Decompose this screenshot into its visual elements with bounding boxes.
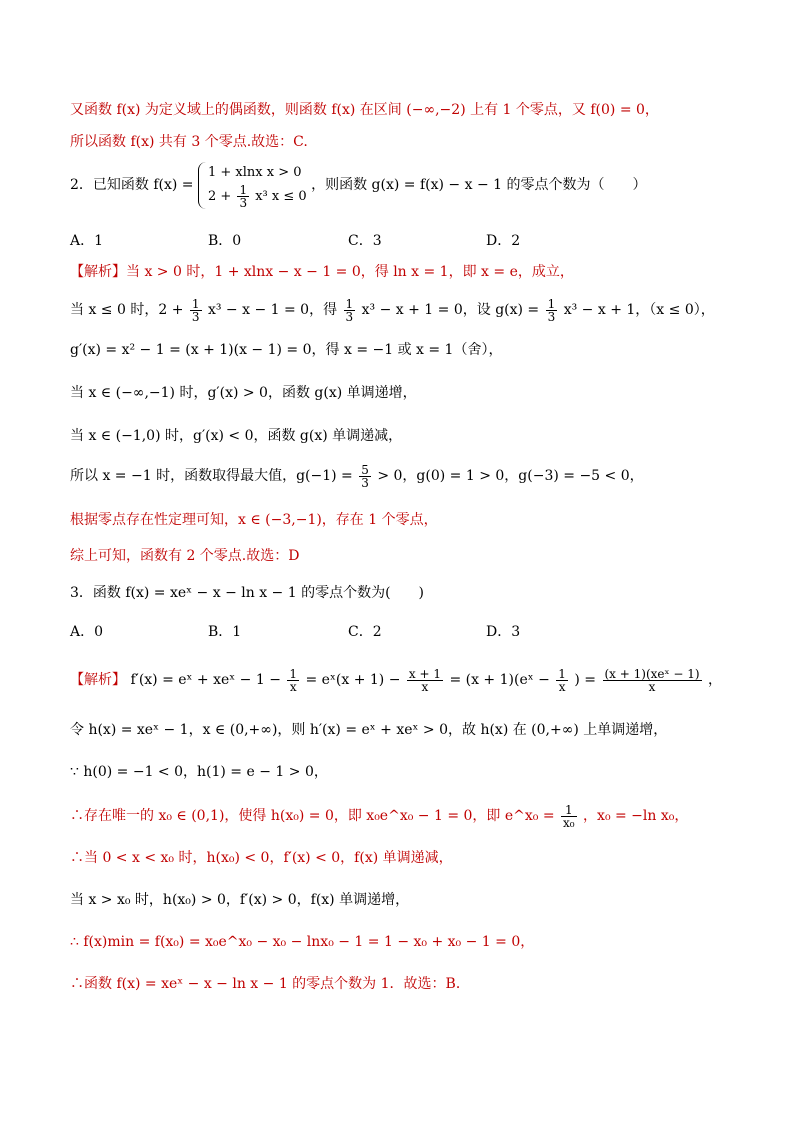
- analysis-3-line-2: 令 h(x) = xeˣ − 1，x ∈ (0,+∞)，则 h′(x) = eˣ + xeˣ > 0，故 h(x) 在 (0,+∞) 上单调递增，: [70, 722, 668, 738]
- solution-line-2: 所以函数 f(x) 共有 3 个零点.故选：C.: [70, 134, 308, 150]
- analysis-tag: 【解析】: [70, 672, 126, 688]
- q2-option-d: D．2: [486, 233, 521, 249]
- analysis-2-line-4: 当 x ∈ (−∞,−1) 时，g′(x) > 0，函数 g(x) 单调递增，: [70, 385, 417, 401]
- analysis-3-line-1: 【解析】 f′(x) = eˣ + xeˣ − 1 − $\frac{1}{x}$ = eˣ(x + 1) − $\frac{x + 1}{x}$ = (x + 1)(eˣ − $\frac{1}{x}$ ) = $\frac{\text{(x + 1)(xeˣ − 1)}}{x}$ ，: [70, 666, 723, 694]
- analysis-2-line-6: 所以 x = −1 时，函数取得最大值，g(−1) = $\frac{5}{3}$ > 0，g(0) = 1 > 0，g(−3) = −5 < 0，: [70, 462, 644, 490]
- analysis-2-line-8: 综上可知，函数有 2 个零点.故选：D: [70, 548, 300, 564]
- piecewise-function: [198, 162, 307, 209]
- analysis-2-line-2: 当 x ≤ 0 时，2 + $\frac{1}{3}$ x³ − x − 1 = 0，得 $\frac{1}{3}$ x³ − x + 1 = 0，设 g(x) = $\frac{1}{3}$ x³ − x + 1，（x ≤ 0），: [70, 296, 715, 324]
- analysis-2-line-1: 【解析】当 x > 0 时，1 + xlnx − x − 1 = 0，得 ln x = 1，即 x = e，成立，: [70, 264, 574, 280]
- analysis-2-line-5: 当 x ∈ (−1,0) 时，g′(x) < 0，函数 g(x) 单调递减，: [70, 428, 403, 444]
- question-2: [70, 160, 647, 210]
- q2-option-a: A．1: [70, 233, 104, 249]
- q2-prefix: 2．已知函数 f(x) =: [70, 177, 194, 193]
- piece-case-2: 2 + $\frac{1}{3}$ x³ x ≤ 0: [208, 182, 307, 210]
- analysis-tag: 【解析】: [70, 264, 126, 280]
- q3-option-c: C．2: [348, 624, 382, 640]
- q2-suffix: ，则函数 g(x) = f(x) − x − 1 的零点个数为（ ）: [311, 177, 647, 193]
- piece-case-1: 1 + xlnx x > 0: [208, 164, 302, 180]
- analysis-3-line-6: 当 x > x₀ 时，h(x₀) > 0，f′(x) > 0，f(x) 单调递增，: [70, 892, 410, 908]
- brace-icon: [198, 162, 207, 209]
- analysis-3-line-8: ∴函数 f(x) = xeˣ − x − ln x − 1 的零点个数为 1．故选：B．: [70, 976, 470, 992]
- analysis-3-line-5: ∴当 0 < x < x₀ 时，h(x₀) < 0，f′(x) < 0，f(x) 单调递减，: [70, 850, 453, 866]
- q2-option-b: B．0: [208, 233, 242, 249]
- analysis-2-line-3: g′(x) = x² − 1 = (x + 1)(x − 1) = 0，得 x = −1 或 x = 1（舍），: [70, 342, 503, 358]
- solution-line-1: 又函数 f(x) 为定义域上的偶函数，则函数 f(x) 在区间 (−∞,−2) 上有 1 个零点，又 f(0) = 0，: [70, 102, 659, 118]
- analysis-3-line-3: ∵ h(0) = −1 < 0，h(1) = e − 1 > 0，: [70, 764, 328, 780]
- q3-option-b: B．1: [208, 624, 242, 640]
- analysis-2-line-7: 根据零点存在性定理可知，x ∈ (−3,−1)，存在 1 个零点，: [70, 512, 438, 528]
- q2-option-c: C．3: [348, 233, 382, 249]
- analysis-3-line-7: ∴ f(x)min = f(x₀) = x₀e^x₀ − x₀ − lnx₀ − 1 = 1 − x₀ + x₀ − 1 = 0，: [70, 934, 535, 950]
- q3-option-a: A．0: [70, 624, 104, 640]
- analysis-3-line-4: ∴存在唯一的 x₀ ∈ (0,1)，使得 h(x₀) = 0，即 x₀e^x₀ − 1 = 0，即 e^x₀ = $\frac{1}{\text{x₀}}$ ，x₀ = −ln x₀，: [70, 802, 689, 830]
- q3-option-d: D．3: [486, 624, 521, 640]
- question-3: 3．函数 f(x) = xeˣ − x − ln x − 1 的零点个数为( ): [70, 585, 425, 601]
